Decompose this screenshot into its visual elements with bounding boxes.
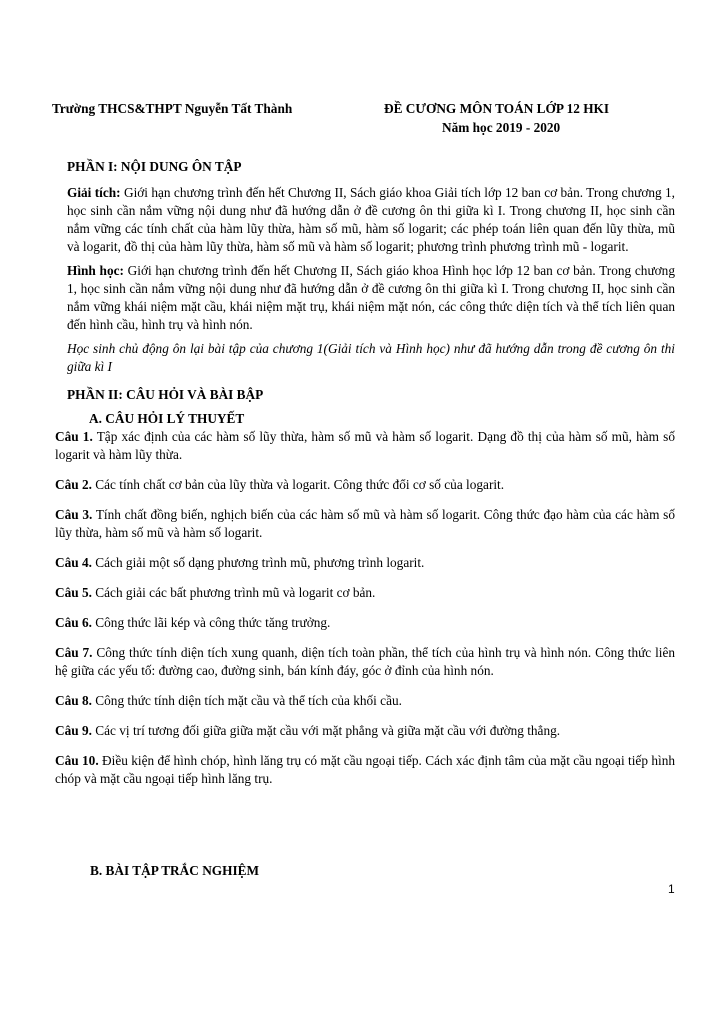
question-item — [55, 614, 675, 632]
question-label: Câu 10. — [55, 753, 99, 768]
question-text: Các tính chất cơ bản của lũy thừa và logarit. Công thức đổi cơ số của logarit. — [91, 477, 505, 492]
giai-tich-text: Giới hạn chương trình đến hết Chương II, Sách giáo khoa Giải tích lớp 12 ban cơ bản. Trong chương 1, học sinh cần nắm vững nội dung như đã hướng dẫn ở đề cương ôn thi giữa kì I. Trong chương II, học sinh cần nắm vững các tính chất của hàm lũy thừa, hàm số mũ, hàm số logarit; các phép toán liên quan đến lũy thừa, mũ và logarit, đồ thị của hàm lũy thừa, hàm số mũ và hàm số logarit; phương trình phương trình mũ - logarit. — [67, 185, 675, 254]
question-label: Câu 3. — [55, 507, 93, 522]
question-item — [55, 752, 675, 788]
section-b-heading: B. BÀI TẬP TRẮC NGHIỆM — [90, 863, 260, 878]
hinh-hoc-text: Giới hạn chương trình đến hết Chương II, Sách giáo khoa Hình học lớp 12 ban cơ bản. Trong chương 1, học sinh cần nắm vững nội dung như đã hướng dẫn ở đề cương ôn thi giữa kì I. Trong chương II, học sinh cần nắm vững khái niệm mặt cầu, khái niệm mặt trụ, khái niệm mặt nón, các công thức diện tích và thể tích liên quan đến hình cầu, hình trụ và hình nón. — [67, 263, 675, 332]
question-text: Điều kiện để hình chóp, hình lăng trụ có mặt cầu ngoại tiếp. Cách xác định tâm của mặt cầu ngoại tiếp hình chóp và mặt cầu ngoại tiếp hình lăng trụ. — [55, 753, 676, 786]
question-label: Câu 9. — [55, 723, 92, 738]
document-title: ĐỀ CƯƠNG MÔN TOÁN LỚP 12 HKI — [384, 101, 610, 116]
document-body — [55, 158, 676, 800]
question-label: Câu 5. — [55, 585, 92, 600]
school-name: Trường THCS&THPT Nguyễn Tất Thành — [52, 101, 293, 116]
hinh-hoc-label: Hình học: — [67, 263, 124, 278]
question-text: Công thức lãi kép và công thức tăng trưởng. — [91, 615, 331, 630]
giai-tich-paragraph — [67, 184, 675, 256]
question-item — [55, 428, 675, 464]
question-item — [55, 644, 675, 680]
school-year: Năm học 2019 - 2020 — [442, 120, 561, 135]
question-item — [55, 554, 675, 572]
question-item — [55, 584, 675, 602]
question-text: Công thức tính diện tích mặt cầu và thể tích của khối cầu. — [91, 693, 402, 708]
question-text: Các vị trí tương đối giữa giữa mặt cầu với mặt phẳng và giữa mặt cầu với đường thẳng. — [91, 723, 561, 738]
part1-heading: PHẦN I: NỘI DUNG ÔN TẬP — [67, 159, 242, 174]
question-text: Công thức tính diện tích xung quanh, diện tích toàn phần, thể tích của hình trụ và hình nón. Công thức liên hệ giữa các yếu tố: đường cao, đường sinh, bán kính đáy, góc ở đỉnh của hình nón. — [55, 645, 676, 678]
page-number: 1 — [668, 882, 675, 896]
question-item — [55, 476, 675, 494]
giai-tich-label: Giải tích: — [67, 185, 121, 200]
question-text: Tập xác định của các hàm số lũy thừa, hàm số mũ và hàm số logarit. Dạng đồ thị của hàm số mũ, hàm số logarit và hàm lũy thừa. — [55, 429, 675, 462]
hinh-hoc-paragraph — [67, 262, 675, 334]
section-a-heading: A. CÂU HỎI LÝ THUYẾT — [89, 411, 245, 426]
question-label: Câu 7. — [55, 645, 93, 660]
question-text: Cách giải một số dạng phương trình mũ, phương trình logarit. — [91, 555, 425, 570]
question-label: Câu 8. — [55, 693, 92, 708]
question-text: Tính chất đồng biến, nghịch biến của các hàm số mũ và hàm số logarit. Công thức đạo hàm của các hàm số lũy thừa, hàm số mũ và hàm số logarit. — [55, 507, 676, 540]
question-list — [55, 428, 675, 788]
question-item — [55, 722, 675, 740]
question-text: Cách giải các bất phương trình mũ và logarit cơ bản. — [91, 585, 376, 600]
part2-heading: PHẦN II: CÂU HỎI VÀ BÀI BẬP — [67, 387, 264, 402]
question-item — [55, 692, 675, 710]
review-note: Học sinh chủ động ôn lại bài tập của chương 1(Giải tích và Hình học) như đã hướng dẫn trong đề cương ôn thi giữa kì I — [67, 341, 675, 374]
question-item — [55, 506, 675, 542]
question-label: Câu 6. — [55, 615, 92, 630]
question-label: Câu 2. — [55, 477, 92, 492]
question-label: Câu 1. — [55, 429, 93, 444]
question-label: Câu 4. — [55, 555, 92, 570]
